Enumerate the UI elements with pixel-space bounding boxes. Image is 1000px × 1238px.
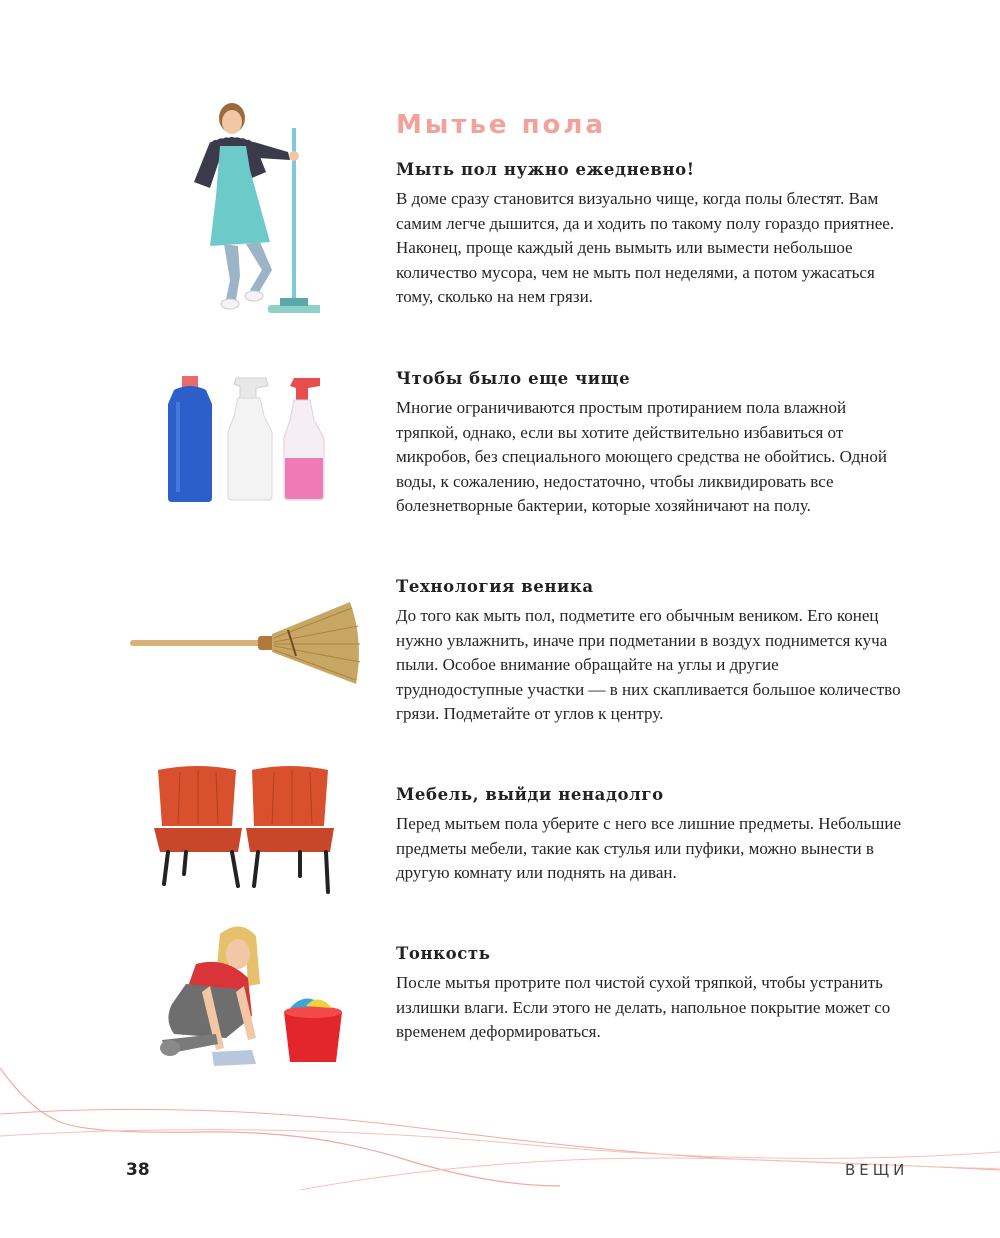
woman-with-mop-icon (180, 100, 320, 325)
running-head: ВЕЩИ (845, 1161, 909, 1179)
page-number: 38 (126, 1160, 150, 1180)
section-heading: Чтобы было еще чище (396, 369, 631, 388)
section-heading: Мыть пол нужно ежедневно! (396, 160, 695, 179)
page-title: Мытье пола (396, 110, 606, 140)
section-even-cleaner (396, 369, 901, 519)
section-heading: Технология веника (396, 577, 594, 596)
chairs-icon (150, 764, 340, 908)
section-body: После мытья протрите пол чистой сухой тряпкой, чтобы устранить излишки влаги. Если этого не делать, напольное покрытие может со временем деформироваться. (396, 973, 891, 1042)
section-daily-mopping (396, 160, 901, 310)
broom-icon (128, 600, 364, 688)
section-broom-technique (396, 577, 901, 727)
section-heading: Мебель, выйди ненадолго (396, 785, 664, 804)
section-heading: Тонкость (396, 944, 491, 963)
section-body: До того как мыть пол, подметите его обычным веником. Его конец нужно увлажнить, иначе при подметании в воздух поднимется куча пыли. Особое внимание обращайте на углы и другие труднодоступные участки — в них скапливается большое количество грязи. Подметайте от углов к центру. (396, 606, 901, 724)
section-body: Многие ограничиваются простым протиранием пола влажной тряпкой, однако, если вы хотите действительно избавиться от микробов, без специального моющего средства не обойтись. Одной воды, к сожалению, недостаточно, чтобы ликвидировать все болезнетворные бактерии, которые хозяйничают на полу. (396, 398, 887, 516)
section-subtlety (396, 944, 901, 1045)
section-furniture (396, 785, 901, 886)
section-body: В доме сразу становится визуально чище, когда полы блестят. Вам самим легче дышится, да и ходить по такому полу гораздо приятнее. Наконец, проще каждый день вымыть или вымести небольшое количество мусора, чем не мыть пол неделями, а потом ужасаться тому, сколько на нем грязи. (396, 189, 895, 307)
cleaning-bottles-icon (160, 372, 330, 504)
section-body: Перед мытьем пола уберите с него все лишние предметы. Небольшие предметы мебели, такие как стулья или пуфики, можно вынести в другую комнату или поднять на диван. (396, 814, 901, 883)
